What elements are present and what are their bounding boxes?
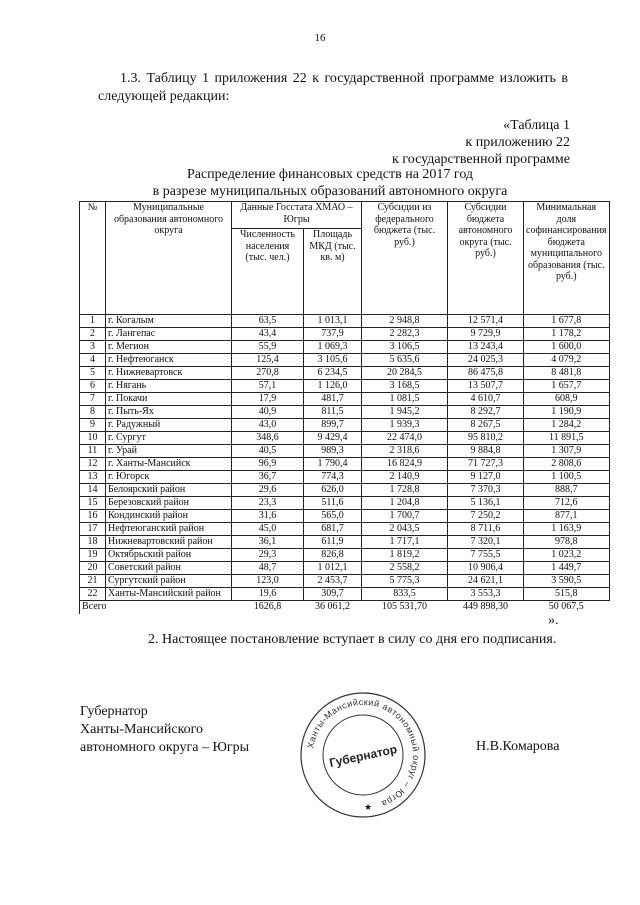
table-total-row <box>80 601 610 614</box>
table-cell: 1 717,1 <box>362 536 448 549</box>
table-cell: 9 884,8 <box>448 445 524 458</box>
table-cell: 96,9 <box>232 458 304 471</box>
table-cell: 1 790,4 <box>304 458 362 471</box>
table-cell: 86 475,8 <box>448 367 524 380</box>
table-cell: 40,5 <box>232 445 304 458</box>
table-title-line2: в разрезе муниципальных образований автономного округа <box>152 184 508 199</box>
table-cell: 270,8 <box>232 367 304 380</box>
table-cell: 29,6 <box>232 484 304 497</box>
table-cell: 3 <box>80 341 106 354</box>
signature-line1: Губернатор <box>80 704 148 719</box>
table-caption-line2: к приложению 22 <box>465 135 570 150</box>
stamp-center-text: Губернатор <box>328 741 399 770</box>
table-cell: 4 <box>80 354 106 367</box>
table-cell: 309,7 <box>304 588 362 601</box>
table-cell: Советский район <box>106 562 232 575</box>
table-row <box>80 549 610 562</box>
table-cell: 14 <box>80 484 106 497</box>
table-cell: 1 126,0 <box>304 380 362 393</box>
table-row <box>80 575 610 588</box>
table-cell: 826,8 <box>304 549 362 562</box>
section-2-paragraph: 2. Настоящее постановление вступает в силу со дня его подписания. <box>148 632 557 647</box>
table-cell: 21 <box>80 575 106 588</box>
table-cell: 13 243,4 <box>448 341 524 354</box>
table-cell: 2 140,9 <box>362 471 448 484</box>
table-cell: Октябрьский район <box>106 549 232 562</box>
signature-title <box>80 703 249 757</box>
table-cell: 8 711,6 <box>448 523 524 536</box>
table-row <box>80 328 610 341</box>
table-cell: 3 590,5 <box>524 575 610 588</box>
official-stamp <box>298 690 428 820</box>
table-cell: г. Покачи <box>106 393 232 406</box>
table-cell: 5 775,3 <box>362 575 448 588</box>
total-cell: 50 067,5 <box>524 601 610 614</box>
table-cell: 1 023,2 <box>524 549 610 562</box>
table-cell: 29,3 <box>232 549 304 562</box>
signatory-name: Н.В.Комарова <box>476 739 560 754</box>
table-cell: 1 100,5 <box>524 471 610 484</box>
table-cell: 3 553,3 <box>448 588 524 601</box>
table-cell: 95 810,2 <box>448 432 524 445</box>
header-cofinance: Минимальная доля софинансирования бюджета муниципального образования (тыс. руб.) <box>524 202 610 315</box>
table-cell: г. Когалым <box>106 315 232 328</box>
table-cell: 565,0 <box>304 510 362 523</box>
table-cell: 3 106,5 <box>362 341 448 354</box>
table-cell: 1 284,2 <box>524 419 610 432</box>
table-cell: 2 043,5 <box>362 523 448 536</box>
table-cell: 13 <box>80 471 106 484</box>
table-cell: 1 013,1 <box>304 315 362 328</box>
table-cell: 1 945,2 <box>362 406 448 419</box>
table-cell: 2 948,8 <box>362 315 448 328</box>
table-cell: 16 824,9 <box>362 458 448 471</box>
funding-table <box>79 201 610 614</box>
table-cell: 7 755,5 <box>448 549 524 562</box>
table-row <box>80 484 610 497</box>
table-cell: 8 267,5 <box>448 419 524 432</box>
table-cell: 20 284,5 <box>362 367 448 380</box>
table-cell: г. Нягань <box>106 380 232 393</box>
table-cell: 9 <box>80 419 106 432</box>
table-cell: 811,5 <box>304 406 362 419</box>
signature-line3: автономного округа – Югры <box>80 740 249 755</box>
table-cell: 1 190,9 <box>524 406 610 419</box>
table-cell: 5 136,1 <box>448 497 524 510</box>
table-caption-line3: к государственной программе <box>392 152 570 167</box>
table-cell: 11 <box>80 445 106 458</box>
table-cell: 7 250,2 <box>448 510 524 523</box>
table-cell: 833,5 <box>362 588 448 601</box>
table-cell: 17 <box>80 523 106 536</box>
table-cell: 989,3 <box>304 445 362 458</box>
table-cell: 22 474,0 <box>362 432 448 445</box>
section-1-3-paragraph <box>98 70 568 106</box>
table-cell: Сургутский район <box>106 575 232 588</box>
table-row <box>80 393 610 406</box>
table-cell: 3 105,6 <box>304 354 362 367</box>
table-cell: г. Пыть-Ях <box>106 406 232 419</box>
table-cell: 5 635,6 <box>362 354 448 367</box>
total-cell: 449 898,30 <box>448 601 524 614</box>
table-cell: 12 571,4 <box>448 315 524 328</box>
table-cell: 1 012,1 <box>304 562 362 575</box>
table-cell: 10 <box>80 432 106 445</box>
total-cell: 36 061,2 <box>304 601 362 614</box>
table-cell: 1 307,9 <box>524 445 610 458</box>
table-cell: г. Ханты-Мансийск <box>106 458 232 471</box>
table-cell: 17,9 <box>232 393 304 406</box>
table-cell: г. Урай <box>106 445 232 458</box>
total-cell: 105 531,70 <box>362 601 448 614</box>
table-cell: 23,3 <box>232 497 304 510</box>
table-cell: 2 453,7 <box>304 575 362 588</box>
table-cell: 125,4 <box>232 354 304 367</box>
table-row <box>80 588 610 601</box>
table-row <box>80 354 610 367</box>
table-cell: 4 079,2 <box>524 354 610 367</box>
table-cell: 3 168,5 <box>362 380 448 393</box>
table-cell: 1 163,9 <box>524 523 610 536</box>
stamp-star-icon: ★ <box>364 802 373 812</box>
table-cell: 11 891,5 <box>524 432 610 445</box>
header-population: Численность населения (тыс. чел.) <box>232 229 304 315</box>
table-cell: г. Югорск <box>106 471 232 484</box>
table-cell: Березовский район <box>106 497 232 510</box>
table-cell: 737,9 <box>304 328 362 341</box>
table-cell: 1 069,3 <box>304 341 362 354</box>
table-row <box>80 536 610 549</box>
table-cell: 611,9 <box>304 536 362 549</box>
table-cell: 2 808,6 <box>524 458 610 471</box>
table-row <box>80 380 610 393</box>
table-cell: 10 906,4 <box>448 562 524 575</box>
table-cell: 16 <box>80 510 106 523</box>
table-cell: Нефтеюганский район <box>106 523 232 536</box>
table-row <box>80 471 610 484</box>
table-cell: 40,9 <box>232 406 304 419</box>
table-cell: 6 <box>80 380 106 393</box>
table-cell: 36,7 <box>232 471 304 484</box>
table-cell: 55,9 <box>232 341 304 354</box>
total-cell: 1626,8 <box>232 601 304 614</box>
table-cell: 8 481,8 <box>524 367 610 380</box>
table-cell: 877,1 <box>524 510 610 523</box>
table-cell: 18 <box>80 536 106 549</box>
table-cell: 19 <box>80 549 106 562</box>
table-cell: 608,9 <box>524 393 610 406</box>
table-cell: 481,7 <box>304 393 362 406</box>
header-federal: Субсидии из федерального бюджета (тыс. руб.) <box>362 202 448 315</box>
table-row <box>80 315 610 328</box>
table-cell: 978,8 <box>524 536 610 549</box>
table-row <box>80 510 610 523</box>
header-regional: Субсидии бюджета автономного округа (тыс. руб.) <box>448 202 524 315</box>
table-row <box>80 406 610 419</box>
table-cell: 19,6 <box>232 588 304 601</box>
table-row <box>80 445 610 458</box>
table-cell: 63,5 <box>232 315 304 328</box>
header-area: Площадь МКД (тыс. кв. м) <box>304 229 362 315</box>
table-cell: г. Нижневартовск <box>106 367 232 380</box>
header-num: № <box>80 202 106 315</box>
table-cell: 7 <box>80 393 106 406</box>
section-text: Таблицу 1 приложения 22 к государственной программе изложить в следующей редакции: <box>98 71 568 104</box>
table-cell: 511,6 <box>304 497 362 510</box>
table-cell: 1 449,7 <box>524 562 610 575</box>
table-cell: 515,8 <box>524 588 610 601</box>
table-cell: 1 677,8 <box>524 315 610 328</box>
table-cell: 626,0 <box>304 484 362 497</box>
table-cell: 2 <box>80 328 106 341</box>
total-label: Всего <box>80 601 232 614</box>
table-row <box>80 432 610 445</box>
signature-line2: Ханты-Мансийского <box>80 722 204 737</box>
table-cell: 1 178,2 <box>524 328 610 341</box>
table-cell: 9 429,4 <box>304 432 362 445</box>
table-cell: 9 127,0 <box>448 471 524 484</box>
table-cell: 45,0 <box>232 523 304 536</box>
table-cell: 20 <box>80 562 106 575</box>
table-cell: 7 320,1 <box>448 536 524 549</box>
table-cell: 888,7 <box>524 484 610 497</box>
table-cell: Белоярский район <box>106 484 232 497</box>
table-cell: 15 <box>80 497 106 510</box>
table-cell: 4 610,7 <box>448 393 524 406</box>
table-cell: 6 234,5 <box>304 367 362 380</box>
table-cell: 1 081,5 <box>362 393 448 406</box>
section-number: 1.3. <box>120 71 141 86</box>
table-row <box>80 562 610 575</box>
table-cell: Ханты-Мансийский район <box>106 588 232 601</box>
table-cell: 348,6 <box>232 432 304 445</box>
table-cell: 36,1 <box>232 536 304 549</box>
table-cell: 1 204,8 <box>362 497 448 510</box>
table-cell: 681,7 <box>304 523 362 536</box>
table-row <box>80 367 610 380</box>
table-cell: г. Радужный <box>106 419 232 432</box>
header-municipality: Муниципальные образования автономного округа <box>106 202 232 315</box>
closing-quote: ». <box>548 613 559 628</box>
table-cell: Кондинский район <box>106 510 232 523</box>
table-cell: 7 370,3 <box>448 484 524 497</box>
table-cell: 22 <box>80 588 106 601</box>
table-cell: 2 282,3 <box>362 328 448 341</box>
table-row <box>80 523 610 536</box>
table-cell: 9 729,9 <box>448 328 524 341</box>
table-cell: 24 621,1 <box>448 575 524 588</box>
table-title-line1: Распределение финансовых средств на 2017 год <box>186 167 474 182</box>
table-row <box>80 497 610 510</box>
table-cell: 31,6 <box>232 510 304 523</box>
table-cell: 774,3 <box>304 471 362 484</box>
table-cell: г. Мегион <box>106 341 232 354</box>
table-cell: 1 <box>80 315 106 328</box>
table-cell: 1 728,8 <box>362 484 448 497</box>
table-cell: Нижневартовский район <box>106 536 232 549</box>
table-caption-line1: «Таблица 1 <box>503 118 570 133</box>
table-cell: 123,0 <box>232 575 304 588</box>
table-cell: 43,0 <box>232 419 304 432</box>
table-cell: 1 939,3 <box>362 419 448 432</box>
table-cell: 1 819,2 <box>362 549 448 562</box>
header-gosstat: Данные Госстата ХМАО – Югры <box>232 202 362 229</box>
table-cell: 8 292,7 <box>448 406 524 419</box>
table-cell: 1 657,7 <box>524 380 610 393</box>
stamp-ring-text: Ханты-Мансийский автономный округ – Югра <box>305 696 422 810</box>
table-cell: 5 <box>80 367 106 380</box>
table-cell: 2 558,2 <box>362 562 448 575</box>
table-cell: 899,7 <box>304 419 362 432</box>
table-cell: 71 727,3 <box>448 458 524 471</box>
table-cell: 1 600,0 <box>524 341 610 354</box>
table-cell: 2 318,6 <box>362 445 448 458</box>
table-cell: 24 025,3 <box>448 354 524 367</box>
table-cell: 12 <box>80 458 106 471</box>
table-cell: г. Сургут <box>106 432 232 445</box>
table-cell: г. Нефтеюганск <box>106 354 232 367</box>
table-cell: 57,1 <box>232 380 304 393</box>
table-row <box>80 341 610 354</box>
table-body <box>80 315 610 614</box>
table-row <box>80 419 610 432</box>
table-cell: 43,4 <box>232 328 304 341</box>
table-row <box>80 458 610 471</box>
table-cell: 48,7 <box>232 562 304 575</box>
table-cell: г. Лангепас <box>106 328 232 341</box>
table-cell: 712,6 <box>524 497 610 510</box>
page-number: 16 <box>314 32 326 44</box>
table-cell: 8 <box>80 406 106 419</box>
table-cell: 1 700,7 <box>362 510 448 523</box>
table-cell: 13 507,7 <box>448 380 524 393</box>
